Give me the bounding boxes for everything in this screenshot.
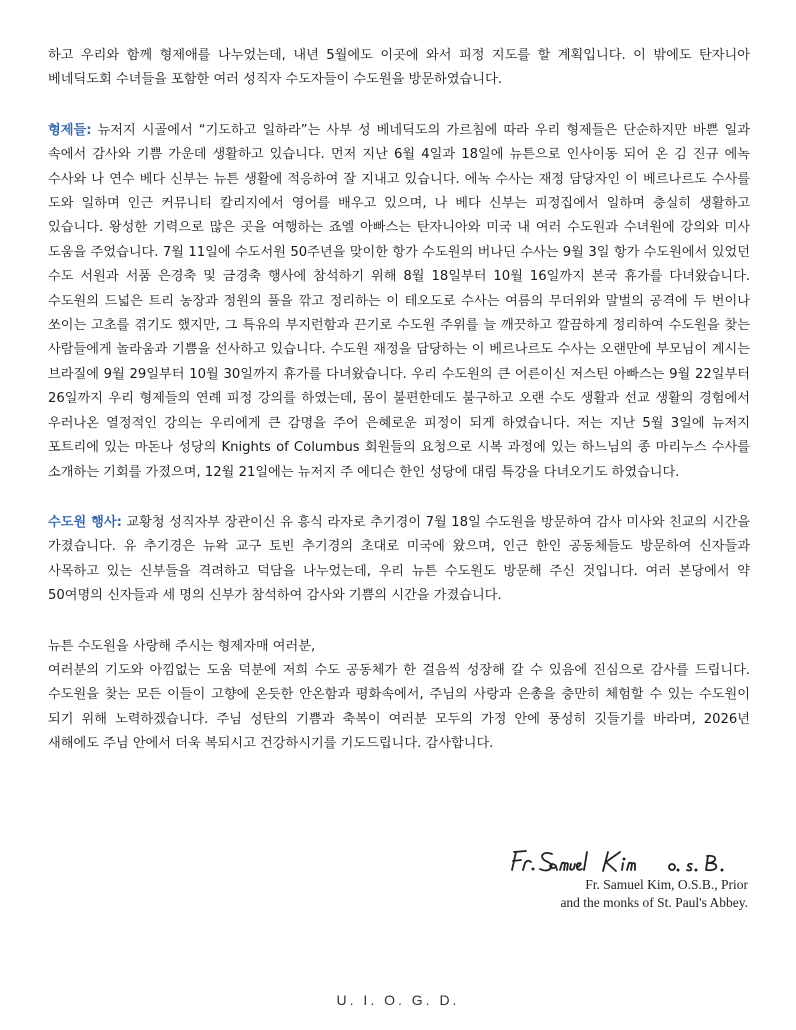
- signature-name-line: Fr. Samuel Kim, O.S.B., Prior: [585, 877, 748, 892]
- events-paragraph: [48, 511, 750, 609]
- letter-body: [48, 44, 750, 757]
- brothers-text: 뉴저지 시골에서 “기도하고 일하라”는 사부 성 베네딕도의 가르침에 따라 우리 형제들은 단순하지만 바쁜 일과 속에서 감사와 기쁨 가운데 생활하고 있습니다. 먼저 지난 6월 4일과 18일에 뉴튼으로 인사이동 되어 온 김 진규 에녹 수사와 나 연수 베다 신부는 뉴튼 생활에 적응하여 잘 지내고 있습니다. 에녹 수사는 재정 담당자인 이 베르나르도 수사를 도와 일하며 인근 커뮤니티 칼리지에서 영어를 배우고 있으며, 나 베다 신부는 피정집에서 일하며 충실히 생활하고 있습니다. 왕성한 기력으로 많은 곳을 여행하는 죠엘 아빠스는 탄자니아와 미국 내 여러 수도원과 수녀원에 강의와 미사 도움을 주었습니다. 7월 11일에 수도서원 50주년을 맞이한 항가 수도원의 버나딘 수사는 9월 3일 항가 수도원에서 있었던 수도 서원과 서품 은경축 및 금경축 행사에 참석하기 위해 8월 18일부터 10월 16일까지 본국 휴가를 다녀왔습니다. 수도원의 드넓은 트리 농장과 정원의 풀을 깎고 정리하는 이 테오도로 수사는 여름의 무더위와 말벌의 공격에 두 번이나 쏘이는 고초를 겪기도 했지만, 그 특유의 부지런함과 끈기로 수도원 주위를 늘 깨끗하고 깔끔하게 정리하여 수도원을 찾는 사람들에게 놀라움과 기쁨을 선사하고 있습니다. 수도원 재정을 담당하는 이 베르나르도 수사는 오랜만에 부모님이 계시는 브라질에 9월 29일부터 10월 30일까지 휴가를 다녀왔습니다. 우리 수도원의 큰 어른이신 저스틴 아빠스는 9월 22일부터 26일까지 우리 형제들의 연례 피정 강의를 하였는데, 몸이 불편한데도 불구하고 오랜 수도 생활과 선교 생활의 경험에서 우러나온 열정적인 강의는 우리에게 큰 감명을 주어 은혜로운 피정이 되게 하였습니다. 저는 지난 5월 3일에 뉴저지 포트리에 있는 마돈나 성당의 Knights of Columbus 회원들의 요청으로 시복 과정에 있는 하느님의 종 마리누스 수사를 소개하는 기회를 가졌으며, 12월 21일에는 뉴저지 주 에디슨 한인 성당에 대림 특강을 다녀오기도 하였습니다.: [48, 122, 750, 480]
- brothers-heading: 형제들:: [48, 122, 92, 138]
- signature-community-line: and the monks of St. Paul's Abbey.: [560, 895, 748, 910]
- footer-motto: U. I. O. G. D.: [336, 992, 460, 1008]
- closing-paragraph: 여러분의 기도와 아낌없는 도움 덕분에 저희 수도 공동체가 한 걸음씩 성장해 갈 수 있음에 진심으로 감사를 드립니다. 수도원을 찾는 모든 이들이 고향에 온듯한 안온함과 평화속에서, 주님의 사랑과 은총을 충만히 체험할 수 있는 수도원이 되기 위해 노력하겠습니다. 주님 성탄의 기쁨과 축복이 여러분 모두의 가정 안에 풍성히 깃들기를 바라며, 2026년 새해에도 주님 안에서 더욱 복되시고 건강하시기를 기도드립니다. 감사합니다.: [48, 662, 750, 752]
- brothers-paragraph: [48, 119, 750, 485]
- events-text: 교황청 성직자부 장관이신 유 흥식 라자로 추기경이 7월 18일 수도원을 방문하여 감사 미사와 친교의 시간을 가졌습니다. 유 추기경은 뉴왁 교구 토빈 추기경의 초대로 미국에 왔으며, 인근 한인 공동체들도 방문하여 신자들과 사목하고 있는 신부들을 격려하고 덕담을 나누었는데, 우리 뉴튼 수도원도 방문해 주신 것입니다. 여러 본당에서 약 50여명의 신자들과 세 명의 신부가 참석하여 감사와 기쁨의 시간을 가졌습니다.: [48, 514, 751, 604]
- handwritten-signature: [508, 846, 748, 876]
- events-heading: 수도원 행사:: [48, 514, 122, 530]
- signature-block: [508, 846, 748, 912]
- closing-greeting: 뉴튼 수도원을 사랑해 주시는 형제자매 여러분,: [48, 638, 316, 654]
- intro-paragraph: 하고 우리와 함께 형제애를 나누었는데, 내년 5월에도 이곳에 와서 피정 지도를 할 계획입니다. 이 밖에도 탄자니아 베네딕도회 수녀들을 포함한 여러 성직자 수도자들이 수도원을 방문하였습니다.: [48, 48, 750, 88]
